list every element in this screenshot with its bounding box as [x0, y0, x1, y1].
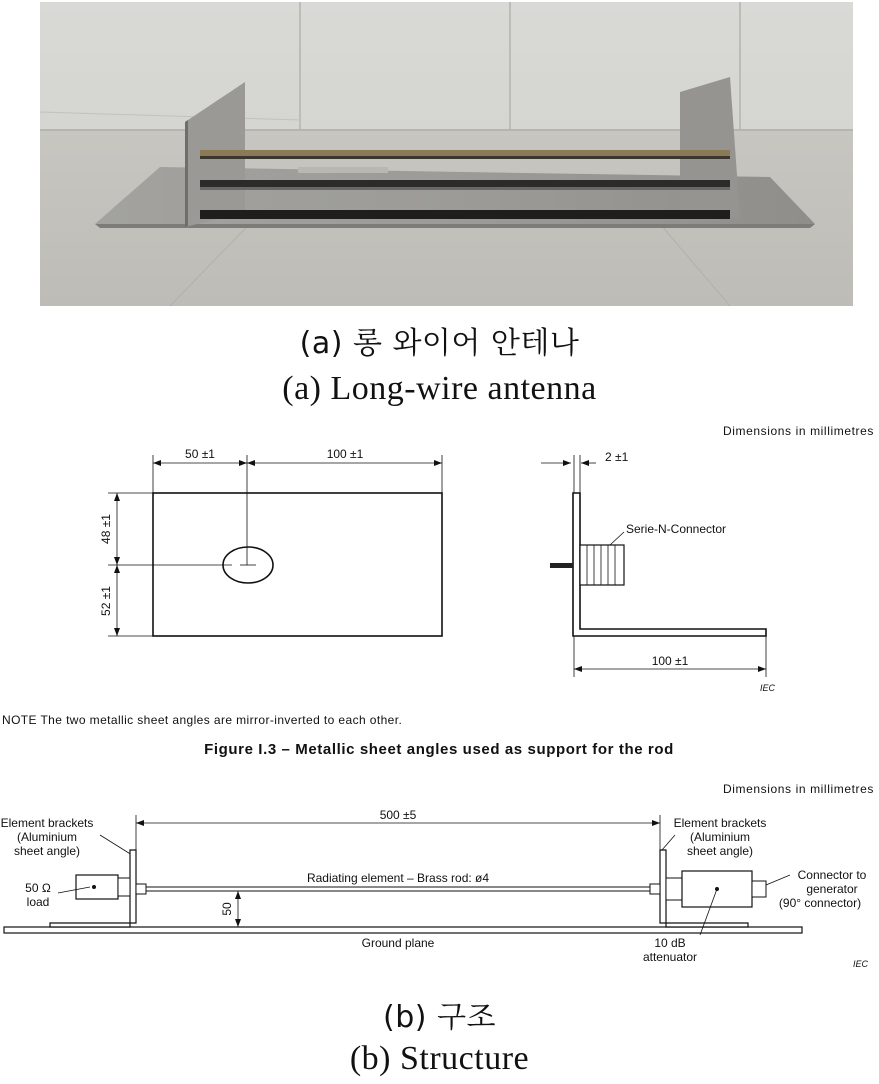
- right-bracket-label-1: Element brackets: [673, 816, 767, 830]
- structure-dimensions-note: Dimensions in millimetres: [722, 782, 874, 796]
- load-label-1: 50 Ω: [25, 881, 51, 895]
- left-bracket-label-3: sheet angle): [13, 844, 81, 858]
- antenna-photo: [40, 2, 853, 306]
- figure-i3-drawing: [0, 415, 879, 760]
- antenna-photo-drawing: [40, 2, 853, 306]
- dim-2-label: 2 ±1: [605, 450, 629, 464]
- dim-52-label: 52 ±1: [99, 586, 113, 616]
- dim-50-height-label: 50: [220, 902, 234, 916]
- right-bracket-label-2: (Aluminium: [689, 830, 751, 844]
- attenuator-label-1: 10 dB: [654, 936, 686, 950]
- dim-50-label: 50 ±1: [185, 447, 215, 461]
- brass-rod: [146, 887, 650, 891]
- figure-title: Figure I.3 – Metallic sheet angles used as support for the rod: [204, 741, 674, 758]
- dim-500-label: 500 ±5: [379, 808, 417, 822]
- load-label-2: load: [26, 895, 50, 909]
- iec-mark-2: IEC: [853, 959, 869, 969]
- load-resistor: [76, 875, 118, 899]
- dim-100-side-label: 100 ±1: [651, 654, 689, 668]
- ground-plane: [4, 927, 802, 933]
- left-bracket-label-1: Element brackets: [0, 816, 94, 830]
- figure-note: NOTE The two metallic sheet angles are mirror-inverted to each other.: [2, 713, 403, 727]
- caption-b-english: (b) Structure: [349, 1040, 530, 1077]
- left-bracket-label-2: (Aluminium: [16, 830, 78, 844]
- connector-pin: [550, 563, 573, 568]
- caption-b-korean: [0, 992, 879, 1036]
- dim-48-label: 48 ±1: [99, 514, 113, 544]
- caption-a-korean: [0, 318, 879, 362]
- right-bracket-label-3: sheet angle): [686, 844, 754, 858]
- connector-label-3: (90° connector): [778, 896, 862, 910]
- dimensions-note: Dimensions in millimetres: [722, 424, 874, 438]
- connector-label: Serie-N-Connector: [626, 522, 727, 536]
- connector-label-2: generator: [806, 882, 858, 896]
- caption-a-korean-text: (a) 롱 와이어 안테나: [299, 326, 580, 361]
- caption-a-english: (a) Long-wire antenna: [282, 370, 597, 407]
- caption-b-korean-text: (b) 구조: [383, 1000, 496, 1035]
- connector-label-1: Connector to: [797, 868, 867, 882]
- iec-mark-1: IEC: [760, 683, 776, 693]
- dim-100-top-label: 100 ±1: [326, 447, 364, 461]
- attenuator-label-2: attenuator: [642, 950, 698, 964]
- ground-plane-label: Ground plane: [361, 936, 435, 950]
- rod-label: Radiating element – Brass rod: ø4: [306, 871, 490, 885]
- structure-drawing: [0, 775, 879, 975]
- sheet-plate-front: [153, 493, 442, 636]
